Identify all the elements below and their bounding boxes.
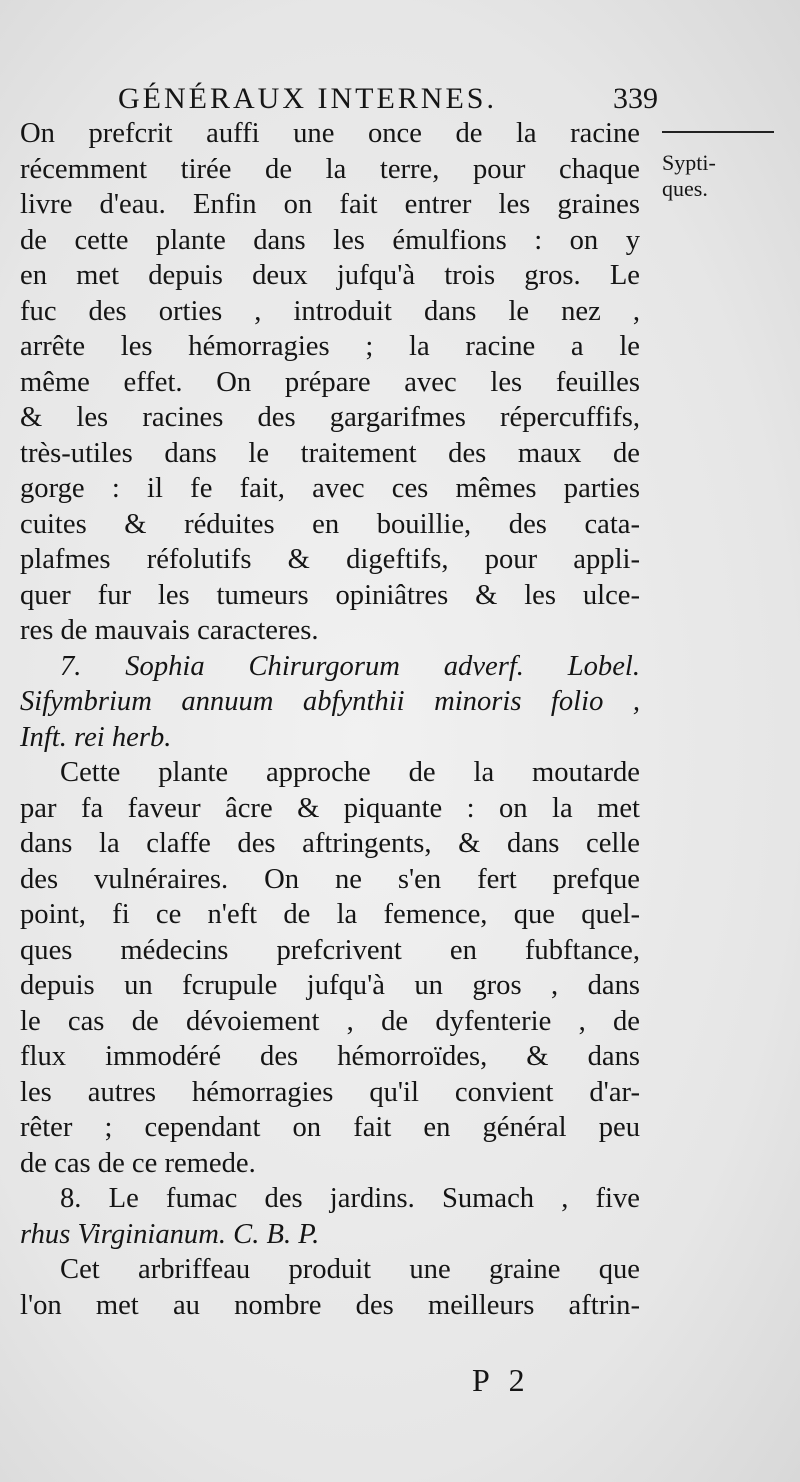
- text-line: par fa faveur âcre & piquante : on la met: [20, 792, 640, 824]
- text-line: cuites & réduites en bouillie, des cata-: [20, 508, 640, 540]
- text-line: le cas de dévoiement , de dyfenterie , de: [20, 1005, 640, 1037]
- text-line: point, fi ce n'eft de la femence, que quel-: [20, 899, 640, 930]
- text-line: On prefcrit auffi une once de la racine: [20, 118, 640, 149]
- margin-rule: [662, 131, 774, 133]
- text-line: de cette plante dans les émulfions : on y: [20, 224, 640, 256]
- text-line: livre d'eau. Enfin on fait entrer les graines: [20, 189, 640, 220]
- text-line: récemment tirée de la terre, pour chaque: [20, 153, 640, 185]
- text-line: arrête les hémorragies ; la racine a le: [20, 331, 640, 362]
- text-line: quer fur les tumeurs opiniâtres & les ulce-: [20, 579, 640, 611]
- text-line: Cette plante approche de la moutarde: [60, 757, 640, 788]
- text-line: Inft. rei herb.: [20, 721, 172, 753]
- margin-note: [662, 150, 792, 202]
- text-line: Sifymbrium annuum abfynthii minoris folio ,: [20, 686, 640, 717]
- text-line: 7. Sophia Chirurgorum adverf. Lobel.: [60, 650, 640, 682]
- text-line: depuis un fcrupule jufqu'à un gros , dans: [20, 970, 640, 1001]
- text-line: même effet. On prépare avec les feuilles: [20, 366, 640, 398]
- text-line: plafmes réfolutifs & digeftifs, pour appli-: [20, 544, 640, 575]
- signature-mark: P 2: [472, 1362, 531, 1398]
- text-line: gorge : il fe fait, avec ces mêmes parties: [20, 473, 640, 504]
- running-head: GÉNÉRAUX INTERNES.: [118, 82, 497, 115]
- margin-note-line: Sypti-: [662, 150, 716, 175]
- page-number: 339: [613, 82, 658, 115]
- text-line: de cas de ce remede.: [20, 1147, 256, 1179]
- text-line: en met depuis deux jufqu'à trois gros. Le: [20, 260, 640, 291]
- text-line: ques médecins prefcrivent en fubftance,: [20, 934, 640, 966]
- text-line: très-utiles dans le traitement des maux de: [20, 437, 640, 469]
- text-line: dans la claffe des aftringents, & dans celle: [20, 828, 640, 859]
- text-line: les autres hémorragies qu'il convient d'ar-: [20, 1076, 640, 1108]
- text-line: res de mauvais caracteres.: [20, 615, 319, 646]
- text-line: 8. Le fumac des jardins. Sumach , five: [60, 1183, 640, 1214]
- text-line: l'on met au nombre des meilleurs aftrin-: [20, 1289, 640, 1321]
- text-line: rêter ; cependant on fait en général peu: [20, 1112, 640, 1143]
- margin-note-line: ques.: [662, 176, 708, 201]
- text-line: & les racines des gargarifmes répercuffifs,: [20, 402, 640, 433]
- text-line: Cet arbriffeau produit une graine que: [60, 1254, 640, 1285]
- text-line: fuc des orties , introduit dans le nez ,: [20, 295, 640, 327]
- text-line: flux immodéré des hémorroïdes, & dans: [20, 1041, 640, 1072]
- text-line: des vulnéraires. On ne s'en fert prefque: [20, 863, 640, 895]
- text-line: rhus Virginianum. C. B. P.: [20, 1218, 320, 1250]
- body-text: [20, 116, 640, 1323]
